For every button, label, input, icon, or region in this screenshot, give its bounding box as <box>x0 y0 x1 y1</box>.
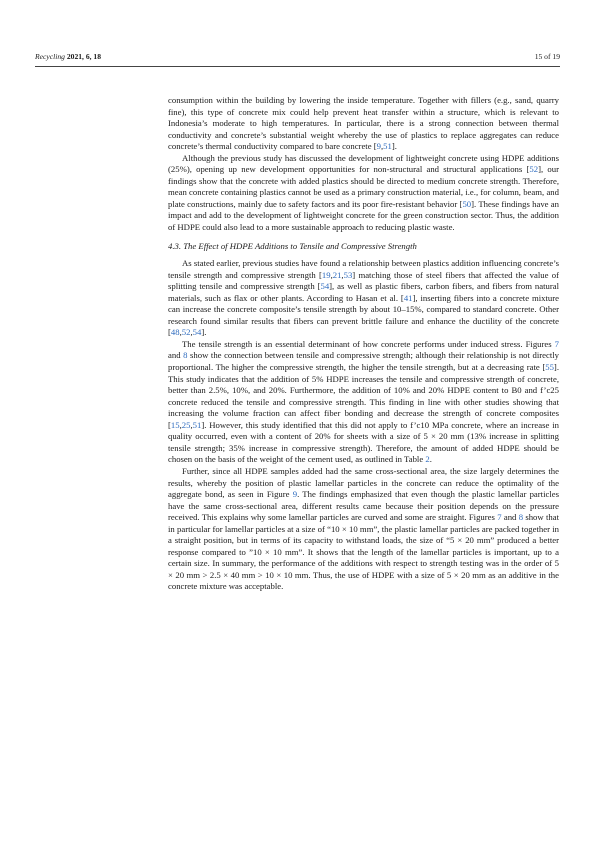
citation-link[interactable]: 48 <box>170 327 180 338</box>
journal-citation <box>35 52 101 61</box>
text-run: consumption within the building by lowering the inside temperature. Together with fillers (e.g., sand, quarry fine), this type of concrete mix could help prevent heat transfer within a structure, which is relevant to Indonesia’s moderate to high temperatures. In particular, there is a strong connection between thermal conductivity and concrete’s substantial weight whereby the use of plastics to replace aggregates can reduce concrete’s thermal conductivity compared to bare concrete [ <box>168 95 559 152</box>
citation-link[interactable]: 51 <box>192 419 202 430</box>
text-run: show that in particular for lamellar particles at a size of “10 × 10 mm”, the plastic lamellar particles are packed together in a straight position, but in terms of its capacity to withstand loads, the size of “5 × 20 mm” produced a better response compared to ”10 × 10 mm”. It shows that the length of the lamellar particles is important, up to a certain size. In summary, the performance of the additions with respect to strength testing was in the order of 5 × 20 mm > 2.5 × 40 mm > 10 × 10 mm. Thus, the use of HDPE with a size of 5 × 20 mm as an additive in the concrete mixture was acceptable. <box>168 512 559 592</box>
section-heading: 4.3. The Effect of HDPE Additions to Tensile and Compressive Strength <box>168 240 417 251</box>
citation-link[interactable]: 2 <box>425 454 430 465</box>
text-run: and <box>168 350 184 361</box>
citation-link[interactable]: 54 <box>192 327 202 338</box>
text-run: ]. This study indicates that the addition of 5% HDPE increases the tensile and compressive strength of concrete, better than 2.5%, 10%, and 20%. Furthermore, the addition of 10% and 20% HDPE content to B0 and f’c25 concrete reduced the tensile and compressive strength. This finding in line with other studies showing that increasing the volume fraction can affect fiber bonding and decrease the strength of concrete composites [ <box>168 362 559 430</box>
citation-link[interactable]: 50 <box>462 198 472 209</box>
citation-link[interactable]: 41 <box>403 292 413 303</box>
body-paragraph <box>168 95 559 153</box>
text-run: As stated earlier, previous studies have found a relationship between plastics addition influencing concrete’s tensile strength and compressive strength [ <box>168 258 559 280</box>
citation-link[interactable]: 9 <box>376 141 381 152</box>
page-header <box>35 52 560 66</box>
text-run: . The findings emphasized that even though the plastic lamellar particles have the same cross-sectional area, different results came because their position depends on the pressure received. This explains why some lamellar particles are curved and some are straight. Figures <box>168 489 559 523</box>
text-run: ], inserting fibers into a concrete mixture can increase the concrete composite’s tensile strength by about 10–15%, compared to standard concrete. Other research found similar results that fibers can prevent brittle failure and enhance the ductility of the concrete [ <box>168 292 560 338</box>
citation-link[interactable]: 52 <box>529 164 539 175</box>
text-run: , <box>179 327 182 338</box>
journal-volume: 2021, 6, 18 <box>66 52 102 61</box>
text-run: , <box>381 141 384 152</box>
journal-name: Recycling <box>35 52 65 61</box>
citation-link[interactable]: 8 <box>518 512 524 523</box>
citation-link[interactable]: 54 <box>320 281 330 292</box>
citation-link[interactable]: 52 <box>181 327 191 338</box>
citation-link[interactable]: 21 <box>332 269 342 280</box>
text-run: . <box>429 454 432 465</box>
text-run: and <box>501 512 519 523</box>
text-run: ], our findings show that the concrete with added plastics should be directed to medium concrete strength. Therefore, mean concrete containing plastics cannot be used as a primary construction material, i.e., for column, beam, and plate constructions, mainly due to safety factors and its poor fire-resistant behavior [ <box>168 164 559 209</box>
text-run: , <box>330 269 333 280</box>
text-run: ]. <box>391 141 397 152</box>
body-paragraph <box>168 339 559 466</box>
text-run: ]. <box>201 327 207 338</box>
text-run: Although the previous study has discussed the development of lightweight concrete using HDPE additions (25%), opening up new development opportunities for non-structural and structural applications [ <box>168 152 559 175</box>
citation-link[interactable]: 25 <box>181 419 191 430</box>
citation-link[interactable]: 7 <box>497 512 502 523</box>
text-run: The tensile strength is an essential determinant of how concrete performs under induced stress. Figures <box>182 338 555 349</box>
citation-link[interactable]: 9 <box>292 489 298 500</box>
body-paragraph <box>168 258 559 339</box>
text-run: ], as well as plastic fibers, carbon fibers, and fibers from natural materials, such as flax or other plants. According to Hasan et al. [ <box>168 281 559 303</box>
citation-link[interactable]: 7 <box>554 338 559 349</box>
citation-link[interactable]: 19 <box>321 269 331 280</box>
body-paragraph <box>168 466 559 593</box>
text-run: show the connection between tensile and compressive strength; although their relationship is not directly proportional. The higher the compressive strength, the higher the tensile strength, but at a decreasing rate [ <box>168 350 560 373</box>
text-run: Further, since all HDPE samples added had the same cross-sectional area, the size largely determines the results, whereby the position of plastic lamellar particles in the concrete can reduce the optimality of the aggregate bond, as seen in Figure <box>168 465 559 500</box>
text-run: , <box>341 269 344 280</box>
body-paragraph <box>168 153 559 234</box>
citation-link[interactable]: 53 <box>343 269 353 280</box>
citation-link[interactable]: 55 <box>545 362 554 373</box>
page-number: 15 of 19 <box>534 52 560 61</box>
citation-link[interactable]: 15 <box>170 419 180 430</box>
text-run: ]. However, this study identified that this did not apply to f’c10 MPa concrete, where an increase in quality occurred, even with a content of 20% for sheets with a size of 5 × 20 mm (13% increase in splitting tensile strength; 35% increase in compressive strength). Therefore, the amount of added HDPE should be chosen on the basis of the weight of the cement used, as outlined in Table <box>168 419 559 465</box>
header-rule <box>35 66 560 67</box>
text-run: , <box>190 327 193 338</box>
citation-link[interactable]: 8 <box>183 350 188 361</box>
text-run: , <box>179 419 182 430</box>
text-run: ]. These findings have an impact and add to the development of lightweight concrete for the green construction sector. Thus, the addition of HDPE could also lead to a more sustainable approach to reducing plastic waste. <box>168 198 559 233</box>
main-text <box>168 95 559 593</box>
citation-link[interactable]: 51 <box>383 141 392 152</box>
text-run: ] matching those of steel fibers that affected the value of splitting tensile and compressive strength [ <box>168 269 559 292</box>
text-run: , <box>190 419 193 430</box>
